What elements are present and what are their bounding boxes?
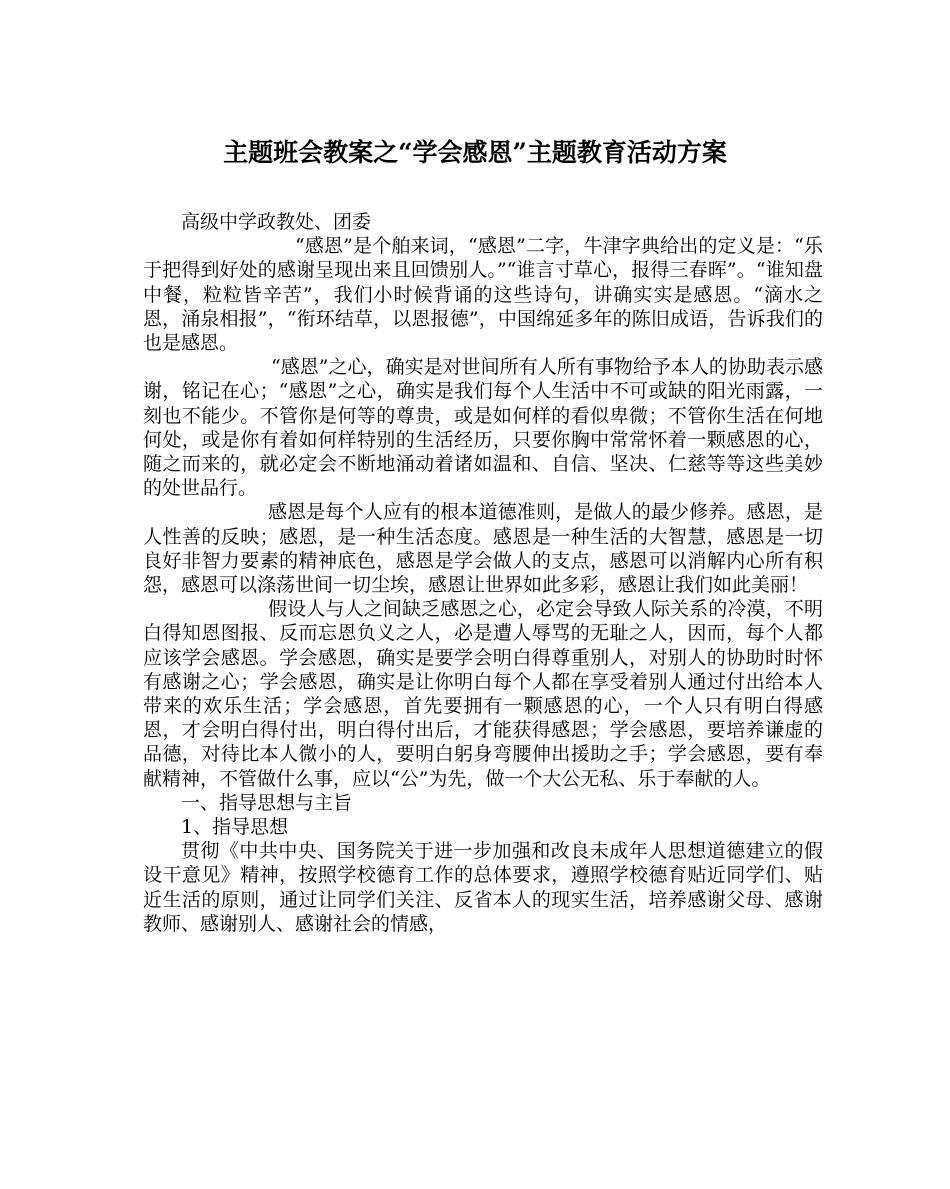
document-body <box>143 210 823 936</box>
paragraph-2: “感恩”之心，确实是对世间所有人所有事物给予本人的协助表示感谢，铭记在心；“感恩”之心，确实是我们每个人生活中不可或缺的阳光雨露，一刻也不能少。不管你是何等的尊贵，或是如何样的看似卑微；不管你生活在何地何处，或是你有着如何样特别的生活经历，只要你胸中常常怀着一颗感恩的心，随之而来的，就必定会不断地涌动着诸如温和、自信、坚决、仁慈等等这些美妙的处世品行。 <box>143 356 823 500</box>
paragraph-3: 感恩是每个人应有的根本道德准则，是做人的最少修养。感恩，是人性善的反映；感恩，是一种生活态度。感恩是一种生活的大智慧，感恩是一切良好非智力要素的精神底色，感恩是学会做人的支点，感恩可以消解内心所有积怨，感恩可以涤荡世间一切尘埃，感恩让世界如此多彩，感恩让我们如此美丽！ <box>143 501 823 597</box>
paragraph-4: 假设人与人之间缺乏感恩之心，必定会导致人际关系的冷漠，不明白得知恩图报、反而忘恩负义之人，必是遭人辱骂的无耻之人，因而，每个人都应该学会感恩。学会感恩，确实是要学会明白得尊重别人，对别人的协助时时怀有感谢之心；学会感恩，确实是让你明白每个人都在享受着别人通过付出给本人带来的欢乐生活；学会感恩，首先要拥有一颗感恩的心，一个人只有明白得感恩，才会明白得付出，明白得付出后，才能获得感恩；学会感恩，要培养谦虚的品德，对待比本人微小的人，要明白躬身弯腰伸出援助之手；学会感恩，要有奉献精神，不管做什么事，应以“公”为先，做一个大公无私、乐于奉献的人。 <box>143 598 823 790</box>
paragraph-1: “感恩”是个舶来词，“感恩”二字，牛津字典给出的定义是：“乐于把得到好处的感谢呈现出来且回馈别人。”“谁言寸草心，报得三春晖”。“谁知盘中餐，粒粒皆辛苦”，我们小时候背诵的这些诗句，讲确实实是感恩。“滴水之恩，涌泉相报”，“衔环结草，以恩报德”，中国绵延多年的陈旧成语，告诉我们的也是感恩。 <box>143 235 823 355</box>
paragraph-5: 贯彻《中共中央、国务院关于进一步加强和改良未成年人思想道德建立的假设干意见》精神，按照学校德育工作的总体要求，遵照学校德育贴近同学们、贴近生活的原则，通过让同学们关注、反省本人的现实生活，培养感谢父母、感谢教师、感谢别人、感谢社会的情感， <box>143 840 823 935</box>
document-title: 主题班会教案之“学会感恩”主题教育活动方案 <box>223 138 727 167</box>
author-line: 高级中学政教处、团委 <box>181 211 372 233</box>
section-heading-1: 一、指导思想与主旨 <box>181 791 353 814</box>
subsection-heading-1: 1、指导思想 <box>181 816 289 839</box>
